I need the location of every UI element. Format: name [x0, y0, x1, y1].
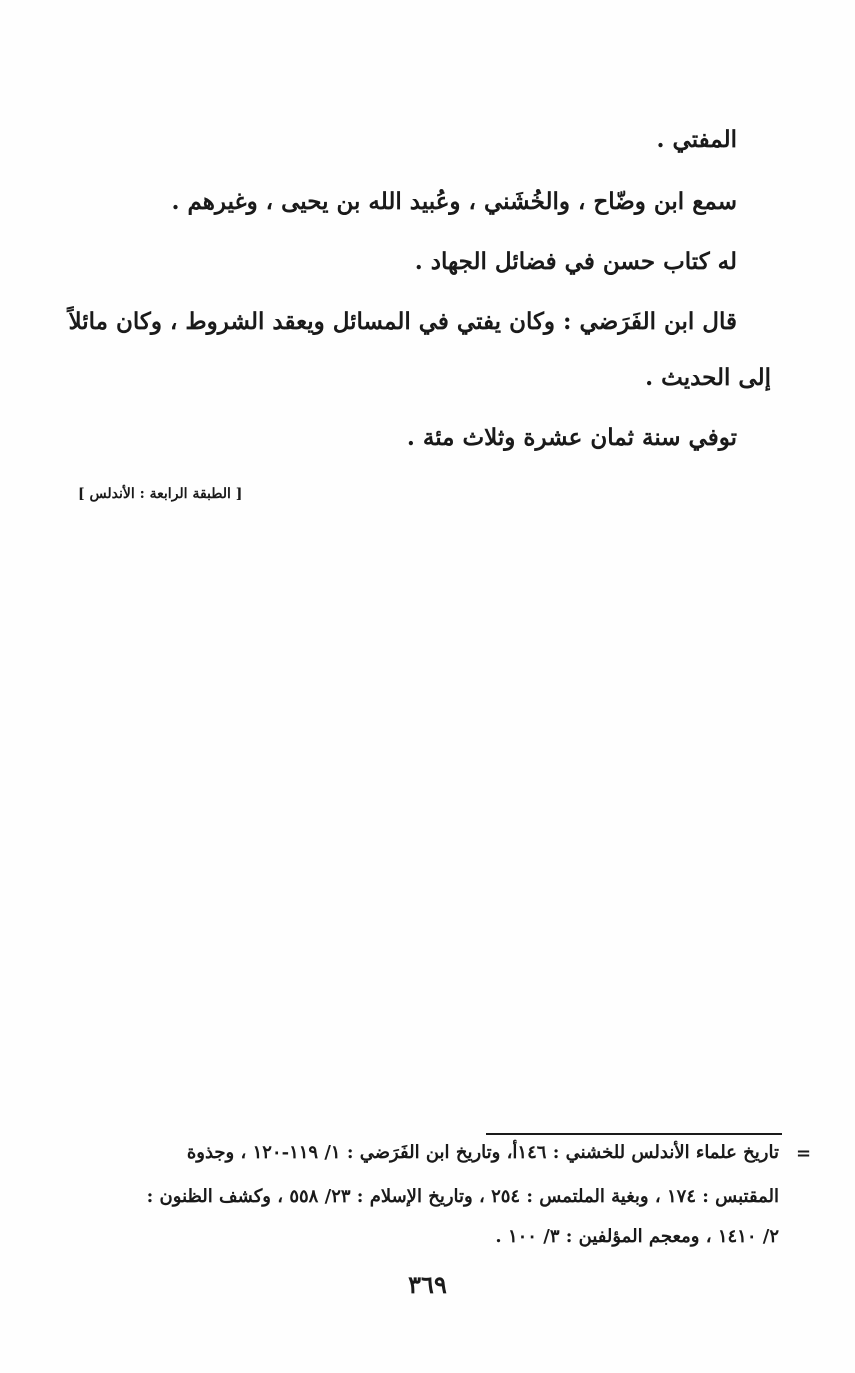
text-line: المفتي . [656, 126, 737, 153]
footnote-line: المقتبس : ١٧٤ ، وبغية الملتمس : ٢٥٤ ، وتاريخ الإسلام : ٢٣/ ٥٥٨ ، وكشف الظنون : [146, 1186, 779, 1207]
running-header: [ الطبقة الرابعة : الأندلس ] [78, 486, 243, 502]
text-line: توفي سنة ثمان عشرة وثلاث مئة . [406, 424, 737, 451]
footnote-continuation-marker: = [796, 1143, 812, 1164]
text-line: قال ابن الفَرَضي : وكان يفتي في المسائل ويعقد الشروط ، وكان مائلاً [68, 308, 737, 335]
text-line: له كتاب حسن في فضائل الجهاد . [414, 248, 737, 275]
footnote-line: ٢/ ١٤١٠ ، ومعجم المؤلفين : ٣/ ١٠٠ . [495, 1226, 779, 1247]
footnote-line: تاريخ علماء الأندلس للخشني : ١٤٦أ، وتاريخ ابن الفَرَضي : ١/ ١١٩-١٢٠ ، وجذوة [186, 1142, 779, 1163]
text-line: إلى الحديث . [645, 364, 771, 391]
text-line: سمع ابن وضّاح ، والخُشَني ، وعُبيد الله بن يحيى ، وغيرهم . [171, 188, 737, 215]
page-number: ٣٦٩ [408, 1270, 447, 1299]
footnote-divider [486, 1133, 782, 1135]
